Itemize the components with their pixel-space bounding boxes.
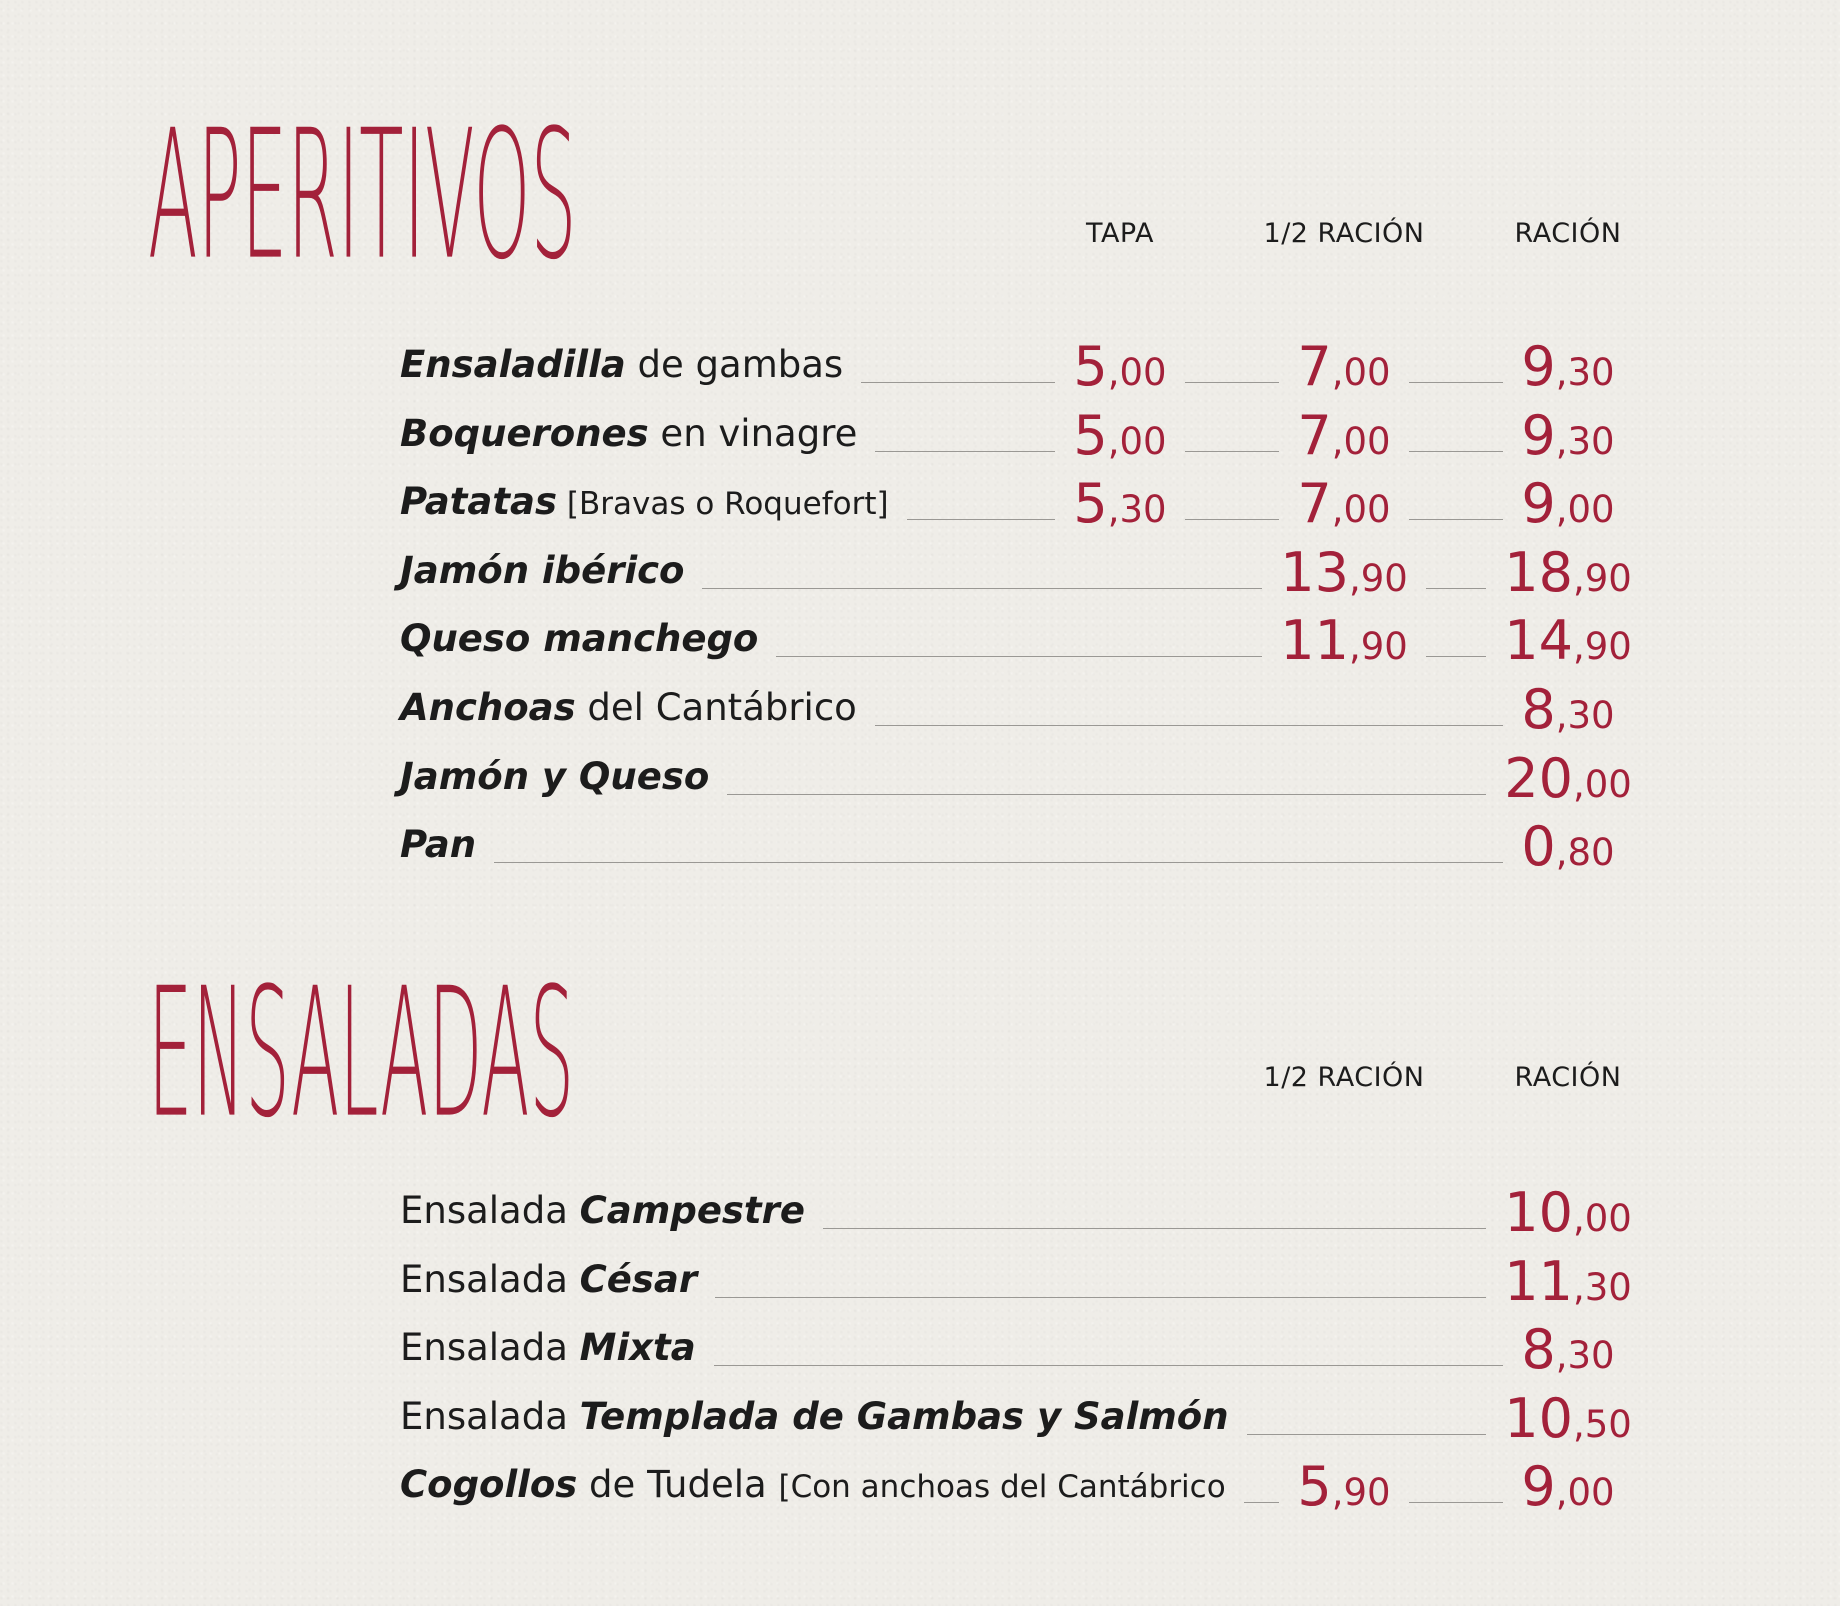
menu-item-row [0, 609, 1840, 674]
column-header-racion: RACIÓN [1514, 218, 1622, 249]
price-1-2-racion: 13,90 [1280, 540, 1408, 604]
menu-item-row [0, 1318, 1840, 1383]
leader-line [1426, 588, 1486, 589]
menu-item-name: Ensaladilla de gambas [400, 343, 844, 386]
leader-line [875, 725, 1504, 726]
leader-line [1409, 1502, 1504, 1503]
column-header-1-2-racion: 1/2 RACIÓN [1263, 1062, 1425, 1093]
price-1-2-racion: 11,90 [1280, 609, 1408, 673]
column-header-tapa: TAPA [1086, 218, 1154, 249]
menu-item-name: Queso manchego [400, 617, 759, 661]
menu-item-row [0, 815, 1840, 880]
leader-line [1409, 382, 1504, 383]
column-header-1-2-racion: 1/2 RACIÓN [1263, 218, 1425, 249]
menu-item-row [0, 472, 1840, 537]
price-racion: 10,00 [1504, 1181, 1632, 1244]
menu-item-row [0, 1249, 1840, 1315]
menu-item-name: Ensalada Templada de Gambas y Salmón [400, 1394, 1229, 1438]
price-racion: 8,30 [1521, 678, 1615, 741]
price-tapa: 5,30 [1073, 472, 1167, 536]
leader-line [494, 862, 1503, 863]
price-racion: 10,50 [1504, 1386, 1632, 1450]
price-tapa: 5,00 [1073, 403, 1167, 467]
leader-line [714, 1365, 1504, 1366]
menu-item-row [0, 746, 1840, 812]
menu-item-name: Ensalada César [400, 1257, 698, 1301]
menu-item-name: Pan [400, 823, 477, 867]
column-header-racion: RACIÓN [1514, 1062, 1622, 1093]
price-racion: 14,90 [1504, 609, 1632, 673]
leader-line [875, 451, 1055, 452]
price-racion: 11,30 [1504, 1249, 1632, 1313]
menu-item-row [0, 1386, 1840, 1452]
menu-item-name: Anchoas del Cantábrico [400, 686, 857, 729]
menu-item-row [0, 335, 1840, 400]
menu-item-name: Patatas [Bravas o Roquefort] [400, 480, 889, 524]
menu-item-row [0, 403, 1840, 469]
menu-item-name: Jamón y Queso [400, 754, 710, 798]
price-racion: 9,30 [1521, 335, 1615, 398]
price-racion: 18,90 [1504, 540, 1632, 604]
leader-line [776, 656, 1262, 657]
price-racion: 9,00 [1521, 472, 1615, 536]
leader-line [1409, 519, 1504, 520]
price-racion: 9,00 [1521, 1455, 1615, 1519]
leader-line [907, 519, 1056, 520]
section-title-ensaladas: ENSALADAS [148, 949, 575, 1157]
section-title-aperitivos: APERITIVOS [148, 91, 577, 299]
menu-item-name: Ensalada Mixta [400, 1326, 696, 1370]
leader-line [1185, 451, 1280, 452]
menu-item-name: Cogollos de Tudela [Con anchoas del Cantábrico [400, 1463, 1226, 1507]
leader-line [1185, 519, 1280, 520]
leader-line [1185, 382, 1280, 383]
menu-item-name: Boquerones en vinagre [400, 411, 858, 455]
menu-item-name: Jamón ibérico [400, 548, 685, 592]
leader-line [702, 588, 1262, 589]
leader-line [823, 1228, 1486, 1229]
price-1-2-racion: 7,00 [1297, 335, 1391, 398]
price-1-2-racion: 7,00 [1297, 472, 1391, 536]
menu-item-name: Ensalada Campestre [400, 1189, 805, 1232]
leader-line [861, 382, 1055, 383]
menu-item-row [0, 1455, 1840, 1520]
menu-item-row [0, 540, 1840, 606]
price-1-2-racion: 5,90 [1297, 1455, 1391, 1519]
menu-item-row [0, 1181, 1840, 1246]
leader-line [1247, 1434, 1487, 1435]
price-tapa: 5,00 [1073, 335, 1167, 398]
menu-item-row [0, 678, 1840, 743]
price-racion: 9,30 [1521, 403, 1615, 467]
price-racion: 8,30 [1521, 1318, 1615, 1382]
leader-line [1426, 656, 1486, 657]
price-1-2-racion: 7,00 [1297, 403, 1391, 467]
leader-line [727, 794, 1486, 795]
leader-line [715, 1297, 1486, 1298]
price-racion: 0,80 [1521, 815, 1615, 879]
price-racion: 20,00 [1504, 746, 1632, 810]
leader-line [1244, 1502, 1280, 1503]
leader-line [1409, 451, 1504, 452]
